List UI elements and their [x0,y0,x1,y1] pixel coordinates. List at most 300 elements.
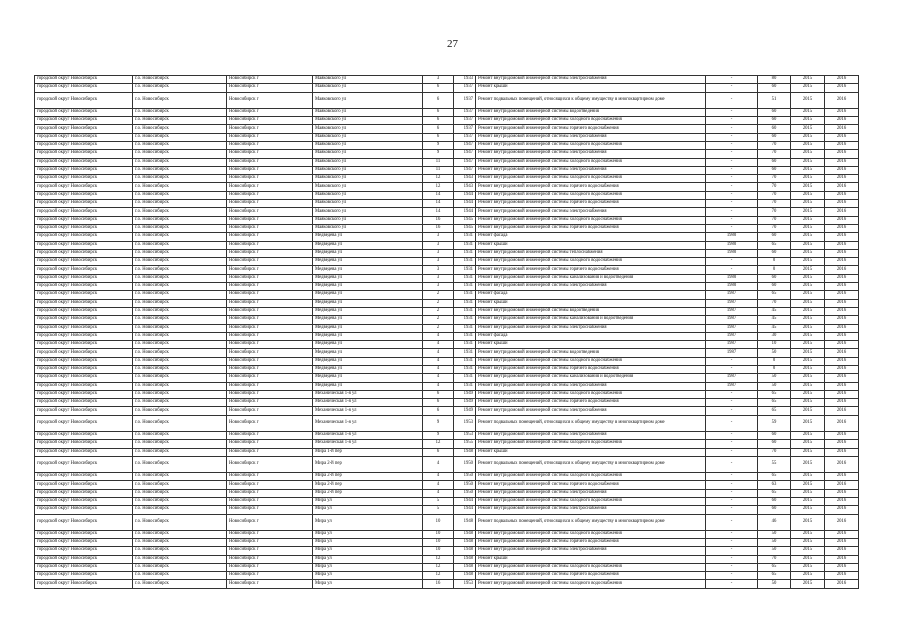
municipality-cell: г.о. Новосибирск [133,258,227,266]
repair-type-cell: Ремонт внутридомовой инженерной системы горячего водоснабжения [476,183,706,191]
city-cell: Новосибирск г [227,332,313,340]
build-year-cell: 1945 [454,224,476,232]
house-number-cell: 12 [423,440,454,448]
house-number-cell: 6 [423,407,454,415]
start-year-cell: 2015 [791,440,825,448]
table-row [35,133,859,141]
previous-repair-year-cell: - [706,407,758,415]
house-number-cell: 6 [423,108,454,116]
table-row [35,224,859,232]
end-year-cell: 2016 [825,183,859,191]
build-year-cell: 1948 [454,539,476,547]
city-cell: Новосибирск г [227,158,313,166]
previous-repair-year-cell: - [706,258,758,266]
repair-type-cell: Ремонт крыши [476,555,706,563]
municipality-cell: г.о. Новосибирск [133,283,227,291]
house-number-cell: 4 [423,473,454,481]
municipality-cell: г.о. Новосибирск [133,539,227,547]
repair-type-cell: Ремонт внутридомовой инженерной системы горячего водоснабжения [476,266,706,274]
previous-repair-year-cell: - [706,133,758,141]
district-cell: городской округ Новосибирск [35,448,133,456]
build-year-cell: 1931 [454,258,476,266]
repair-type-cell: Ремонт внутридомовой инженерной системы электроснабжения [476,547,706,555]
table-body [35,76,859,589]
street-cell: Мира ул [313,555,423,563]
end-year-cell: 2016 [825,448,859,456]
previous-repair-year-cell: - [706,572,758,580]
start-year-cell: 2015 [791,233,825,241]
district-cell: городской округ Новосибирск [35,341,133,349]
city-cell: Новосибирск г [227,133,313,141]
district-cell: городской округ Новосибирск [35,456,133,472]
house-number-cell: 2 [423,291,454,299]
house-number-cell: 4 [423,456,454,472]
repair-type-cell: Ремонт внутридомовой инженерной системы водоотведения [476,108,706,116]
municipality-cell: г.о. Новосибирск [133,489,227,497]
repair-type-cell: Ремонт внутридомовой инженерной системы холодного водоснабжения [476,191,706,199]
street-cell: Медведева ул [313,274,423,282]
start-year-cell: 2015 [791,150,825,158]
municipality-cell: г.о. Новосибирск [133,191,227,199]
start-year-cell: 2015 [791,357,825,365]
previous-repair-year-cell: 1987 [706,291,758,299]
house-number-cell: 3 [423,283,454,291]
table-row [35,332,859,340]
house-number-cell: 9 [423,415,454,431]
table-row [35,415,859,431]
municipality-cell: г.о. Новосибирск [133,274,227,282]
previous-repair-year-cell: 1987 [706,349,758,357]
street-cell: Механическая 1-я ул [313,390,423,398]
end-year-cell: 2016 [825,415,859,431]
municipality-cell: г.о. Новосибирск [133,249,227,257]
end-year-cell: 2016 [825,117,859,125]
table-row [35,555,859,563]
house-number-cell: 14 [423,200,454,208]
street-cell: Мира ул [313,580,423,588]
city-cell: Новосибирск г [227,530,313,538]
table-row [35,258,859,266]
house-number-cell: 3 [423,266,454,274]
build-year-cell: 1931 [454,241,476,249]
end-year-cell: 2016 [825,125,859,133]
street-cell: Маяковского ул [313,133,423,141]
start-year-cell: 2015 [791,530,825,538]
start-year-cell: 2015 [791,258,825,266]
end-year-cell: 2016 [825,440,859,448]
city-cell: Новосибирск г [227,431,313,439]
municipality-cell: г.о. Новосибирск [133,84,227,92]
table-row [35,283,859,291]
repair-type-cell: Ремонт внутридомовой инженерной системы холодного водоснабжения [476,473,706,481]
municipality-cell: г.о. Новосибирск [133,266,227,274]
house-number-cell: 16 [423,216,454,224]
city-cell: Новосибирск г [227,563,313,571]
table-row [35,158,859,166]
district-cell: городской округ Новосибирск [35,76,133,84]
build-year-cell: 1931 [454,266,476,274]
repair-type-cell: Ремонт внутридомовой инженерной системы теплоснабжения [476,249,706,257]
street-cell: Медведева ул [313,291,423,299]
municipality-cell: г.о. Новосибирск [133,125,227,133]
start-year-cell: 2015 [791,125,825,133]
city-cell: Новосибирск г [227,349,313,357]
table-row [35,341,859,349]
street-cell: Медведева ул [313,357,423,365]
city-cell: Новосибирск г [227,117,313,125]
previous-repair-year-cell: - [706,580,758,588]
city-cell: Новосибирск г [227,324,313,332]
street-cell: Маяковского ул [313,200,423,208]
cost-cell: 60 [758,117,791,125]
build-year-cell: 1948 [454,547,476,555]
table-row [35,324,859,332]
city-cell: Новосибирск г [227,76,313,84]
district-cell: городской округ Новосибирск [35,84,133,92]
start-year-cell: 2015 [791,580,825,588]
cost-cell: 60 [758,233,791,241]
table-row [35,249,859,257]
house-number-cell: 3 [423,233,454,241]
street-cell: Маяковского ул [313,191,423,199]
municipality-cell: г.о. Новосибирск [133,324,227,332]
previous-repair-year-cell: 1987 [706,316,758,324]
build-year-cell: 1950 [454,481,476,489]
house-number-cell: 4 [423,332,454,340]
build-year-cell: 1953 [454,415,476,431]
cost-cell: 70 [758,150,791,158]
previous-repair-year-cell: - [706,481,758,489]
house-number-cell: 12 [423,175,454,183]
build-year-cell: 1949 [454,399,476,407]
city-cell: Новосибирск г [227,399,313,407]
build-year-cell: 1948 [454,448,476,456]
district-cell: городской округ Новосибирск [35,158,133,166]
district-cell: городской округ Новосибирск [35,274,133,282]
previous-repair-year-cell: - [706,563,758,571]
district-cell: городской округ Новосибирск [35,349,133,357]
previous-repair-year-cell: 1980 [706,274,758,282]
build-year-cell: 1948 [454,514,476,530]
end-year-cell: 2016 [825,580,859,588]
table-row [35,448,859,456]
cost-cell: 70 [758,200,791,208]
end-year-cell: 2016 [825,563,859,571]
municipality-cell: г.о. Новосибирск [133,530,227,538]
street-cell: Маяковского ул [313,224,423,232]
city-cell: Новосибирск г [227,92,313,108]
house-number-cell: 6 [423,125,454,133]
street-cell: Маяковского ул [313,216,423,224]
build-year-cell: 1931 [454,382,476,390]
start-year-cell: 2015 [791,390,825,398]
repair-type-cell: Ремонт внутридомовой инженерной системы электроснабжения [476,407,706,415]
table-row [35,473,859,481]
repair-type-cell: Ремонт внутридомовой инженерной системы канализования и водоотведения [476,316,706,324]
municipality-cell: г.о. Новосибирск [133,448,227,456]
end-year-cell: 2016 [825,390,859,398]
house-number-cell: 4 [423,365,454,373]
district-cell: городской округ Новосибирск [35,374,133,382]
house-number-cell: 10 [423,530,454,538]
table-row [35,125,859,133]
previous-repair-year-cell: - [706,150,758,158]
house-number-cell: 16 [423,580,454,588]
table-row [35,92,859,108]
repair-type-cell: Ремонт внутридомовой инженерной системы электроснабжения [476,208,706,216]
district-cell: городской округ Новосибирск [35,539,133,547]
end-year-cell: 2016 [825,233,859,241]
district-cell: городской округ Новосибирск [35,216,133,224]
repair-type-cell: Ремонт внутридомовой инженерной системы холодного водоснабжения [476,175,706,183]
cost-cell: 60 [758,108,791,116]
city-cell: Новосибирск г [227,216,313,224]
house-number-cell: 3 [423,76,454,84]
municipality-cell: г.о. Новосибирск [133,563,227,571]
table-row [35,530,859,538]
street-cell: Мира 2-й пер [313,481,423,489]
city-cell: Новосибирск г [227,481,313,489]
start-year-cell: 2015 [791,274,825,282]
city-cell: Новосибирск г [227,415,313,431]
cost-cell: 70 [758,208,791,216]
build-year-cell: 1944 [454,497,476,505]
repair-type-cell: Ремонт фасада [476,291,706,299]
city-cell: Новосибирск г [227,175,313,183]
municipality-cell: г.о. Новосибирск [133,580,227,588]
end-year-cell: 2016 [825,258,859,266]
table-row [35,547,859,555]
end-year-cell: 2016 [825,324,859,332]
street-cell: Механическая 1-я ул [313,431,423,439]
table-row [35,117,859,125]
house-number-cell: 3 [423,274,454,282]
house-number-cell: 10 [423,547,454,555]
previous-repair-year-cell: - [706,117,758,125]
house-number-cell: 4 [423,341,454,349]
repair-type-cell: Ремонт внутридомовой инженерной системы холодного водоснабжения [476,141,706,149]
city-cell: Новосибирск г [227,150,313,158]
street-cell: Медведева ул [313,349,423,357]
district-cell: городской округ Новосибирск [35,191,133,199]
house-number-cell: 2 [423,299,454,307]
previous-repair-year-cell: - [706,357,758,365]
cost-cell: 80 [758,76,791,84]
repair-type-cell: Ремонт внутридомовой инженерной системы холодного водоснабжения [476,563,706,571]
start-year-cell: 2015 [791,572,825,580]
district-cell: городской округ Новосибирск [35,249,133,257]
city-cell: Новосибирск г [227,258,313,266]
city-cell: Новосибирск г [227,390,313,398]
district-cell: городской округ Новосибирск [35,258,133,266]
build-year-cell: 1948 [454,555,476,563]
table-row [35,539,859,547]
table-row [35,307,859,315]
house-number-cell: 9 [423,150,454,158]
previous-repair-year-cell: - [706,399,758,407]
start-year-cell: 2015 [791,473,825,481]
city-cell: Новосибирск г [227,224,313,232]
build-year-cell: 1931 [454,357,476,365]
previous-repair-year-cell: 1987 [706,299,758,307]
table-row [35,514,859,530]
city-cell: Новосибирск г [227,141,313,149]
municipality-cell: г.о. Новосибирск [133,108,227,116]
municipality-cell: г.о. Новосибирск [133,407,227,415]
previous-repair-year-cell: - [706,141,758,149]
cost-cell: 46 [758,514,791,530]
build-year-cell: 1931 [454,291,476,299]
city-cell: Новосибирск г [227,365,313,373]
house-number-cell: 4 [423,481,454,489]
repair-type-cell: Ремонт внутридомовой инженерной системы электроснабжения [476,324,706,332]
page-number: 27 [447,38,458,50]
house-number-cell: 12 [423,563,454,571]
previous-repair-year-cell: - [706,539,758,547]
table-row [35,390,859,398]
city-cell: Новосибирск г [227,547,313,555]
repair-type-cell: Ремонт внутридомовой инженерной системы электроснабжения [476,166,706,174]
city-cell: Новосибирск г [227,580,313,588]
previous-repair-year-cell: - [706,497,758,505]
table-row [35,175,859,183]
cost-cell: 50 [758,374,791,382]
table-row [35,481,859,489]
start-year-cell: 2015 [791,506,825,514]
repair-type-cell: Ремонт крыши [476,241,706,249]
start-year-cell: 2015 [791,399,825,407]
previous-repair-year-cell: - [706,440,758,448]
start-year-cell: 2015 [791,249,825,257]
house-number-cell: 4 [423,349,454,357]
end-year-cell: 2016 [825,332,859,340]
previous-repair-year-cell: - [706,84,758,92]
municipality-cell: г.о. Новосибирск [133,456,227,472]
city-cell: Новосибирск г [227,456,313,472]
house-number-cell: 6 [423,448,454,456]
cost-cell: 60 [758,283,791,291]
build-year-cell: 1931 [454,332,476,340]
cost-cell: 60 [758,506,791,514]
build-year-cell: 1937 [454,108,476,116]
build-year-cell: 1937 [454,133,476,141]
district-cell: городской округ Новосибирск [35,324,133,332]
repair-type-cell: Ремонт подвальных помещений, относящихся к общему имуществу в многоквартирном доме [476,92,706,108]
build-year-cell: 1947 [454,158,476,166]
street-cell: Мира 2-й пер [313,456,423,472]
street-cell: Медведева ул [313,332,423,340]
street-cell: Механическая 1-я ул [313,407,423,415]
repair-type-cell: Ремонт внутридомовой инженерной системы горячего водоснабжения [476,572,706,580]
house-number-cell: 6 [423,390,454,398]
start-year-cell: 2015 [791,108,825,116]
start-year-cell: 2015 [791,374,825,382]
end-year-cell: 2016 [825,530,859,538]
previous-repair-year-cell: 1987 [706,307,758,315]
end-year-cell: 2016 [825,108,859,116]
house-number-cell: 3 [423,249,454,257]
end-year-cell: 2016 [825,166,859,174]
house-number-cell: 4 [423,374,454,382]
table-row [35,580,859,588]
district-cell: городской округ Новосибирск [35,224,133,232]
repair-type-cell: Ремонт внутридомовой инженерной системы канализования и водоотведения [476,374,706,382]
cost-cell: 70 [758,299,791,307]
build-year-cell: 1933 [454,76,476,84]
house-number-cell: 6 [423,117,454,125]
city-cell: Новосибирск г [227,539,313,547]
city-cell: Новосибирск г [227,125,313,133]
table-row [35,382,859,390]
build-year-cell: 1949 [454,407,476,415]
city-cell: Новосибирск г [227,489,313,497]
start-year-cell: 2015 [791,563,825,571]
start-year-cell: 2015 [791,539,825,547]
build-year-cell: 1945 [454,216,476,224]
cost-cell: 50 [758,539,791,547]
end-year-cell: 2016 [825,274,859,282]
table-row [35,166,859,174]
municipality-cell: г.о. Новосибирск [133,316,227,324]
cost-cell: 63 [758,481,791,489]
cost-cell: 65 [758,563,791,571]
previous-repair-year-cell: - [706,431,758,439]
end-year-cell: 2016 [825,249,859,257]
house-number-cell: 10 [423,539,454,547]
city-cell: Новосибирск г [227,191,313,199]
house-number-cell: 12 [423,183,454,191]
repair-type-cell: Ремонт внутридомовой инженерной системы электроснабжения [476,382,706,390]
city-cell: Новосибирск г [227,291,313,299]
start-year-cell: 2015 [791,316,825,324]
previous-repair-year-cell: - [706,108,758,116]
district-cell: городской округ Новосибирск [35,183,133,191]
end-year-cell: 2016 [825,208,859,216]
start-year-cell: 2015 [791,555,825,563]
cost-cell: 60 [758,133,791,141]
street-cell: Маяковского ул [313,76,423,84]
municipality-cell: г.о. Новосибирск [133,555,227,563]
cost-cell: 70 [758,448,791,456]
city-cell: Новосибирск г [227,283,313,291]
end-year-cell: 2016 [825,141,859,149]
start-year-cell: 2015 [791,141,825,149]
previous-repair-year-cell: - [706,489,758,497]
municipality-cell: г.о. Новосибирск [133,216,227,224]
previous-repair-year-cell: 1980 [706,249,758,257]
district-cell: городской округ Новосибирск [35,530,133,538]
street-cell: Мира ул [313,514,423,530]
street-cell: Медведева ул [313,249,423,257]
municipality-cell: г.о. Новосибирск [133,224,227,232]
street-cell: Медведева ул [313,382,423,390]
city-cell: Новосибирск г [227,200,313,208]
start-year-cell: 2015 [791,208,825,216]
city-cell: Новосибирск г [227,249,313,257]
city-cell: Новосибирск г [227,514,313,530]
street-cell: Медведева ул [313,241,423,249]
district-cell: городской округ Новосибирск [35,407,133,415]
city-cell: Новосибирск г [227,473,313,481]
table-row [35,76,859,84]
end-year-cell: 2016 [825,92,859,108]
cost-cell: 70 [758,183,791,191]
municipality-cell: г.о. Новосибирск [133,341,227,349]
district-cell: городской округ Новосибирск [35,481,133,489]
repair-type-cell: Ремонт крыши [476,299,706,307]
table-row [35,374,859,382]
municipality-cell: г.о. Новосибирск [133,431,227,439]
